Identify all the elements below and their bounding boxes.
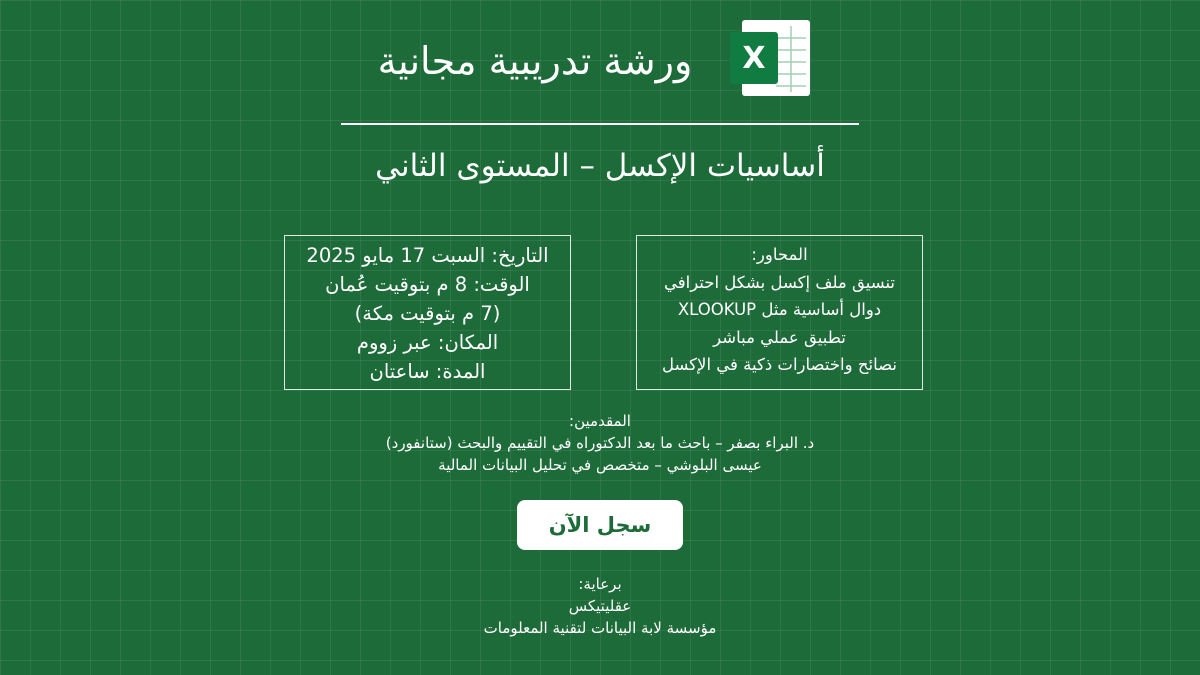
excel-icon: [728, 16, 812, 100]
sponsor-item: مؤسسة لابة البيانات لتقنية المعلومات: [483, 619, 717, 637]
presenter-item: د. البراء بصفر – باحث ما بعد الدكتوراه في التقييم والبحث (ستانفورد): [385, 434, 815, 452]
workshop-subtitle: أساسيات الإكسل – المستوى الثاني: [375, 148, 825, 184]
register-now-button[interactable]: سجل الآن: [517, 500, 683, 550]
event-date: التاريخ: السبت 17 مايو 2025: [306, 244, 549, 267]
event-time: الوقت: 8 م بتوقيت عُمان: [325, 273, 530, 296]
excel-logo-letter: X: [742, 41, 766, 76]
event-details-box: [284, 235, 571, 390]
topics-heading: المحاور:: [751, 245, 808, 264]
presenters-section: [300, 410, 900, 476]
presenters-heading: المقدمين:: [569, 412, 631, 430]
event-time-alt: (7 م بتوقيت مكة): [354, 302, 501, 325]
topic-item: دوال أساسية مثل XLOOKUP: [677, 300, 882, 319]
title-divider: [341, 123, 859, 125]
topics-box: [636, 235, 923, 390]
topic-item: تنسيق ملف إكسل بشكل احترافي: [663, 272, 896, 292]
event-location: المكان: عبر زووم: [356, 331, 499, 354]
workshop-title: ورشة تدريبية مجانية: [377, 39, 693, 83]
event-duration: المدة: ساعتان: [369, 360, 486, 383]
topic-item: نصائح واختصارات ذكية في الإكسل: [661, 355, 898, 374]
sponsor-item: عقليتيكس: [568, 597, 632, 615]
topic-item: تطبيق عملي مباشر: [713, 327, 846, 347]
sponsors-heading: برعاية:: [578, 575, 622, 593]
presenter-item: عيسى البلوشي – متخصص في تحليل البيانات المالية: [438, 456, 762, 474]
sponsors-section: [300, 573, 900, 639]
